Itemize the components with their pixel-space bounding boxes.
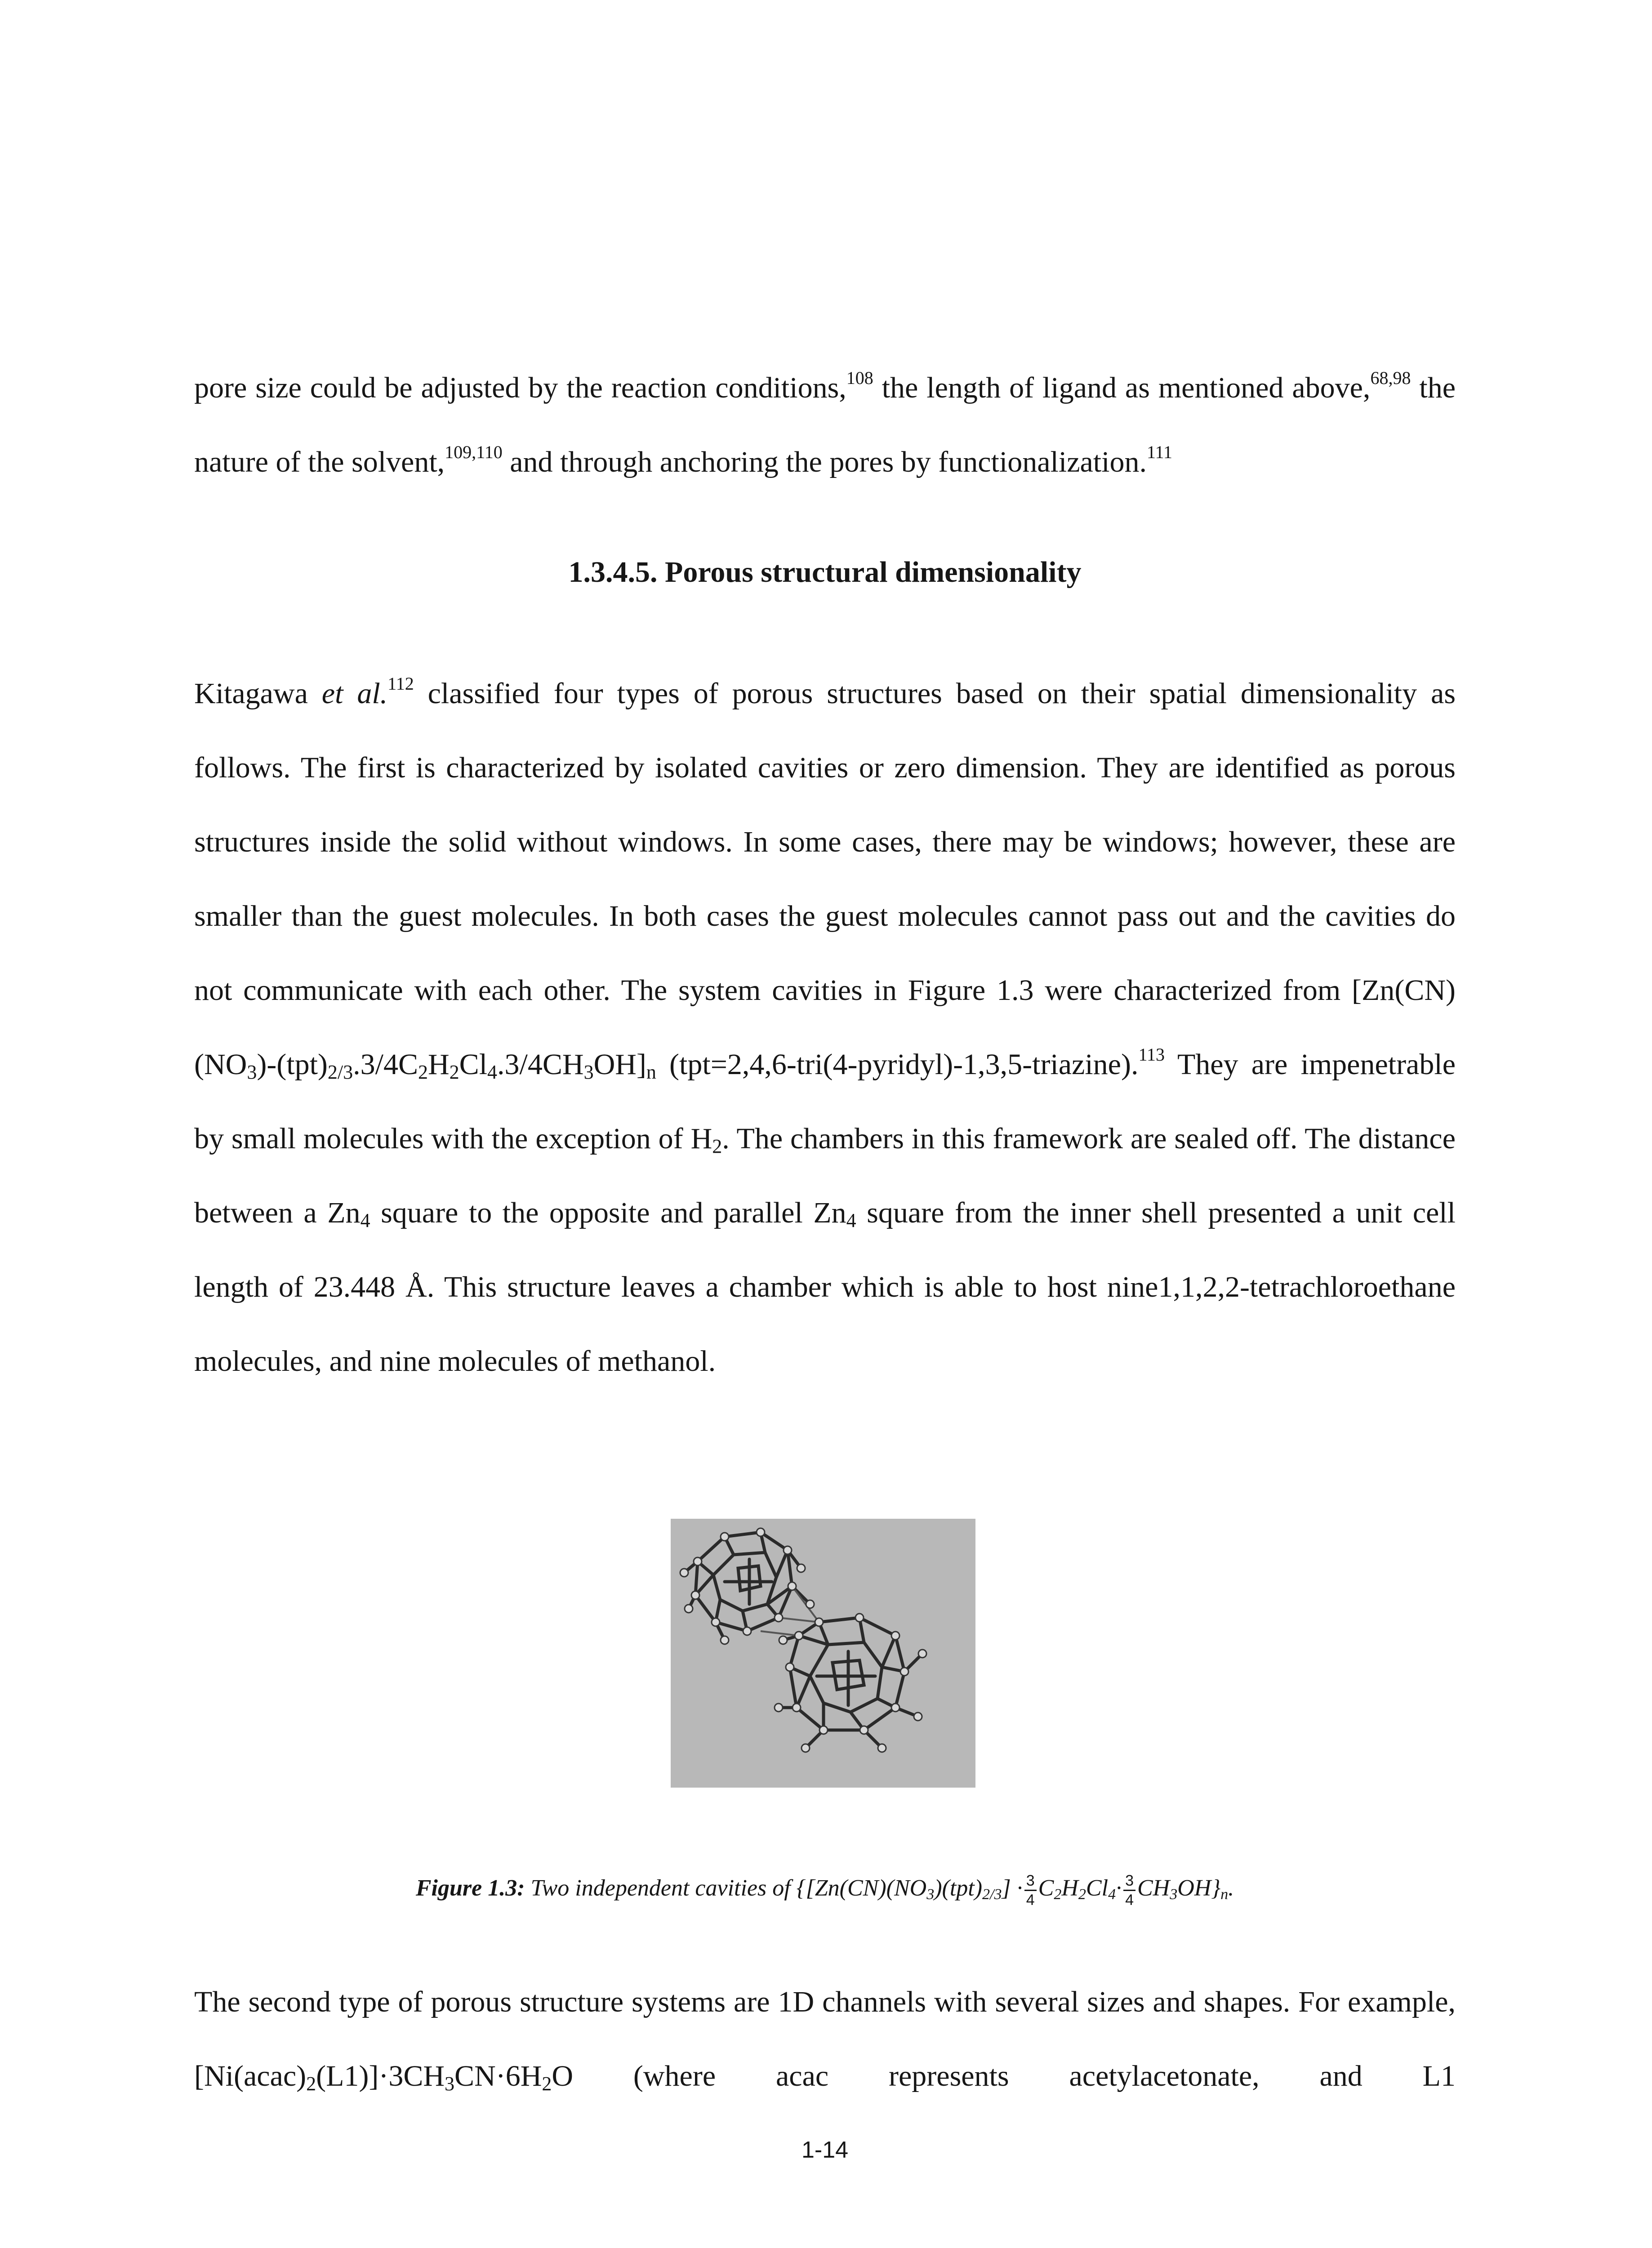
subscript: n [646, 1061, 656, 1083]
paragraph-pore-size [194, 351, 1456, 499]
subscript: 2 [1078, 1886, 1086, 1903]
subscript: 2 [418, 1061, 428, 1083]
fraction-denominator: 4 [1026, 1891, 1035, 1909]
text: The second type of porous structure systems are 1D channels with several sizes and shapes. For example, [Ni(acac) [194, 1985, 1456, 2092]
cavity-structure-drawing [671, 1519, 975, 1788]
text: They are impenetrable by small molecules with the exception of H [194, 1048, 1456, 1155]
text: )-(tpt) [257, 1048, 328, 1081]
citation: 111 [1146, 442, 1172, 462]
citation: 109,110 [445, 442, 503, 462]
fraction-numerator: 3 [1123, 1872, 1135, 1891]
subscript: 3 [926, 1886, 935, 1903]
subscript: 3 [1170, 1886, 1178, 1903]
subscript: 4 [1108, 1886, 1116, 1903]
citation: 113 [1138, 1044, 1165, 1065]
text: Two independent cavities of {[Zn(CN)(NO [525, 1875, 927, 1901]
citation: 108 [846, 368, 873, 388]
text: classified four types of porous structures based on their spatial dimensionality as follows. The first is characterized by isolated cavities or zero dimension. They are identified as porous structures inside the solid without windows. In some cases, there may be windows; however, these are smaller than the guest molecules. In both cases the guest molecules cannot pass out and the cavities do not communicate with each other. The system cavities in Figure 1.3 were characterized from [Zn(CN)(NO [194, 677, 1456, 1081]
text: ] · [1002, 1875, 1023, 1901]
text: OH} [1177, 1875, 1221, 1901]
text: · [1116, 1875, 1122, 1901]
subscript: 3 [583, 1061, 594, 1083]
text: CH [1137, 1875, 1170, 1901]
paragraph-kitagawa [194, 656, 1456, 1398]
subscript: 2/3 [982, 1886, 1002, 1903]
text: . [1228, 1875, 1234, 1901]
text: pore size could be adjusted by the reaction conditions, [194, 371, 846, 404]
subscript: 4 [360, 1209, 370, 1231]
citation: 112 [387, 674, 414, 694]
subscript: 4 [846, 1209, 856, 1231]
et-al: et al. [321, 677, 388, 710]
text: .3/4CH [497, 1048, 584, 1081]
subscript: 2 [449, 1061, 459, 1083]
subscript: 3 [247, 1061, 257, 1083]
subscript: n [1220, 1886, 1229, 1903]
fraction-denominator: 4 [1125, 1891, 1134, 1909]
text: and through anchoring the pores by functionalization. [502, 446, 1147, 478]
fraction-numerator: 3 [1024, 1872, 1037, 1891]
text: H [1061, 1875, 1078, 1901]
subscript: 2 [306, 2073, 316, 2095]
text: square to the opposite and parallel Zn [370, 1196, 846, 1229]
text: CN·6H [454, 2060, 542, 2092]
text: . The chambers in this framework are sealed off. The distance between a Zn [194, 1122, 1456, 1229]
figure-caption [194, 1868, 1456, 1909]
subscript: 4 [487, 1061, 498, 1083]
text: )(tpt) [934, 1875, 983, 1901]
text: square from the inner shell presented a unit cell length of 23.448 Å. This structure leaves a chamber which is able to host nine1,1,2,2-tetrachloroethane molecules, and nine molecules of methanol. [194, 1196, 1456, 1378]
text: Kitagawa [194, 677, 322, 710]
text: O (where acac represents acetylacetonate, and L1 [552, 2060, 1456, 2092]
fraction [1024, 1872, 1037, 1909]
section-heading: 1.3.4.5. Porous structural dimensionality [568, 556, 1082, 589]
text: H [428, 1048, 450, 1081]
citation: 68,98 [1370, 368, 1411, 388]
text: the nature of the solvent, [194, 371, 1456, 478]
text: .3/4C [353, 1048, 418, 1081]
text: Cl [1086, 1875, 1109, 1901]
text: (tpt=2,4,6-tri(4-pyridyl)-1,3,5-triazine). [656, 1048, 1139, 1081]
caption-label: Figure 1.3: [415, 1875, 525, 1901]
paragraph-second-type [194, 1965, 1456, 2113]
fraction [1123, 1872, 1135, 1909]
text: (L1)]·3CH [316, 2060, 445, 2092]
subscript: 3 [445, 2073, 455, 2095]
figure-cavities-image [671, 1519, 975, 1788]
subscript: 2 [1054, 1886, 1062, 1903]
page-number: 1-14 [801, 2137, 849, 2163]
text: OH] [593, 1048, 646, 1081]
subscript: 2 [542, 2073, 552, 2095]
text: C [1038, 1875, 1054, 1901]
text: Cl [459, 1048, 488, 1081]
subscript: 2/3 [327, 1061, 353, 1083]
subscript: 2 [712, 1135, 722, 1157]
text: the length of ligand as mentioned above, [873, 371, 1371, 404]
